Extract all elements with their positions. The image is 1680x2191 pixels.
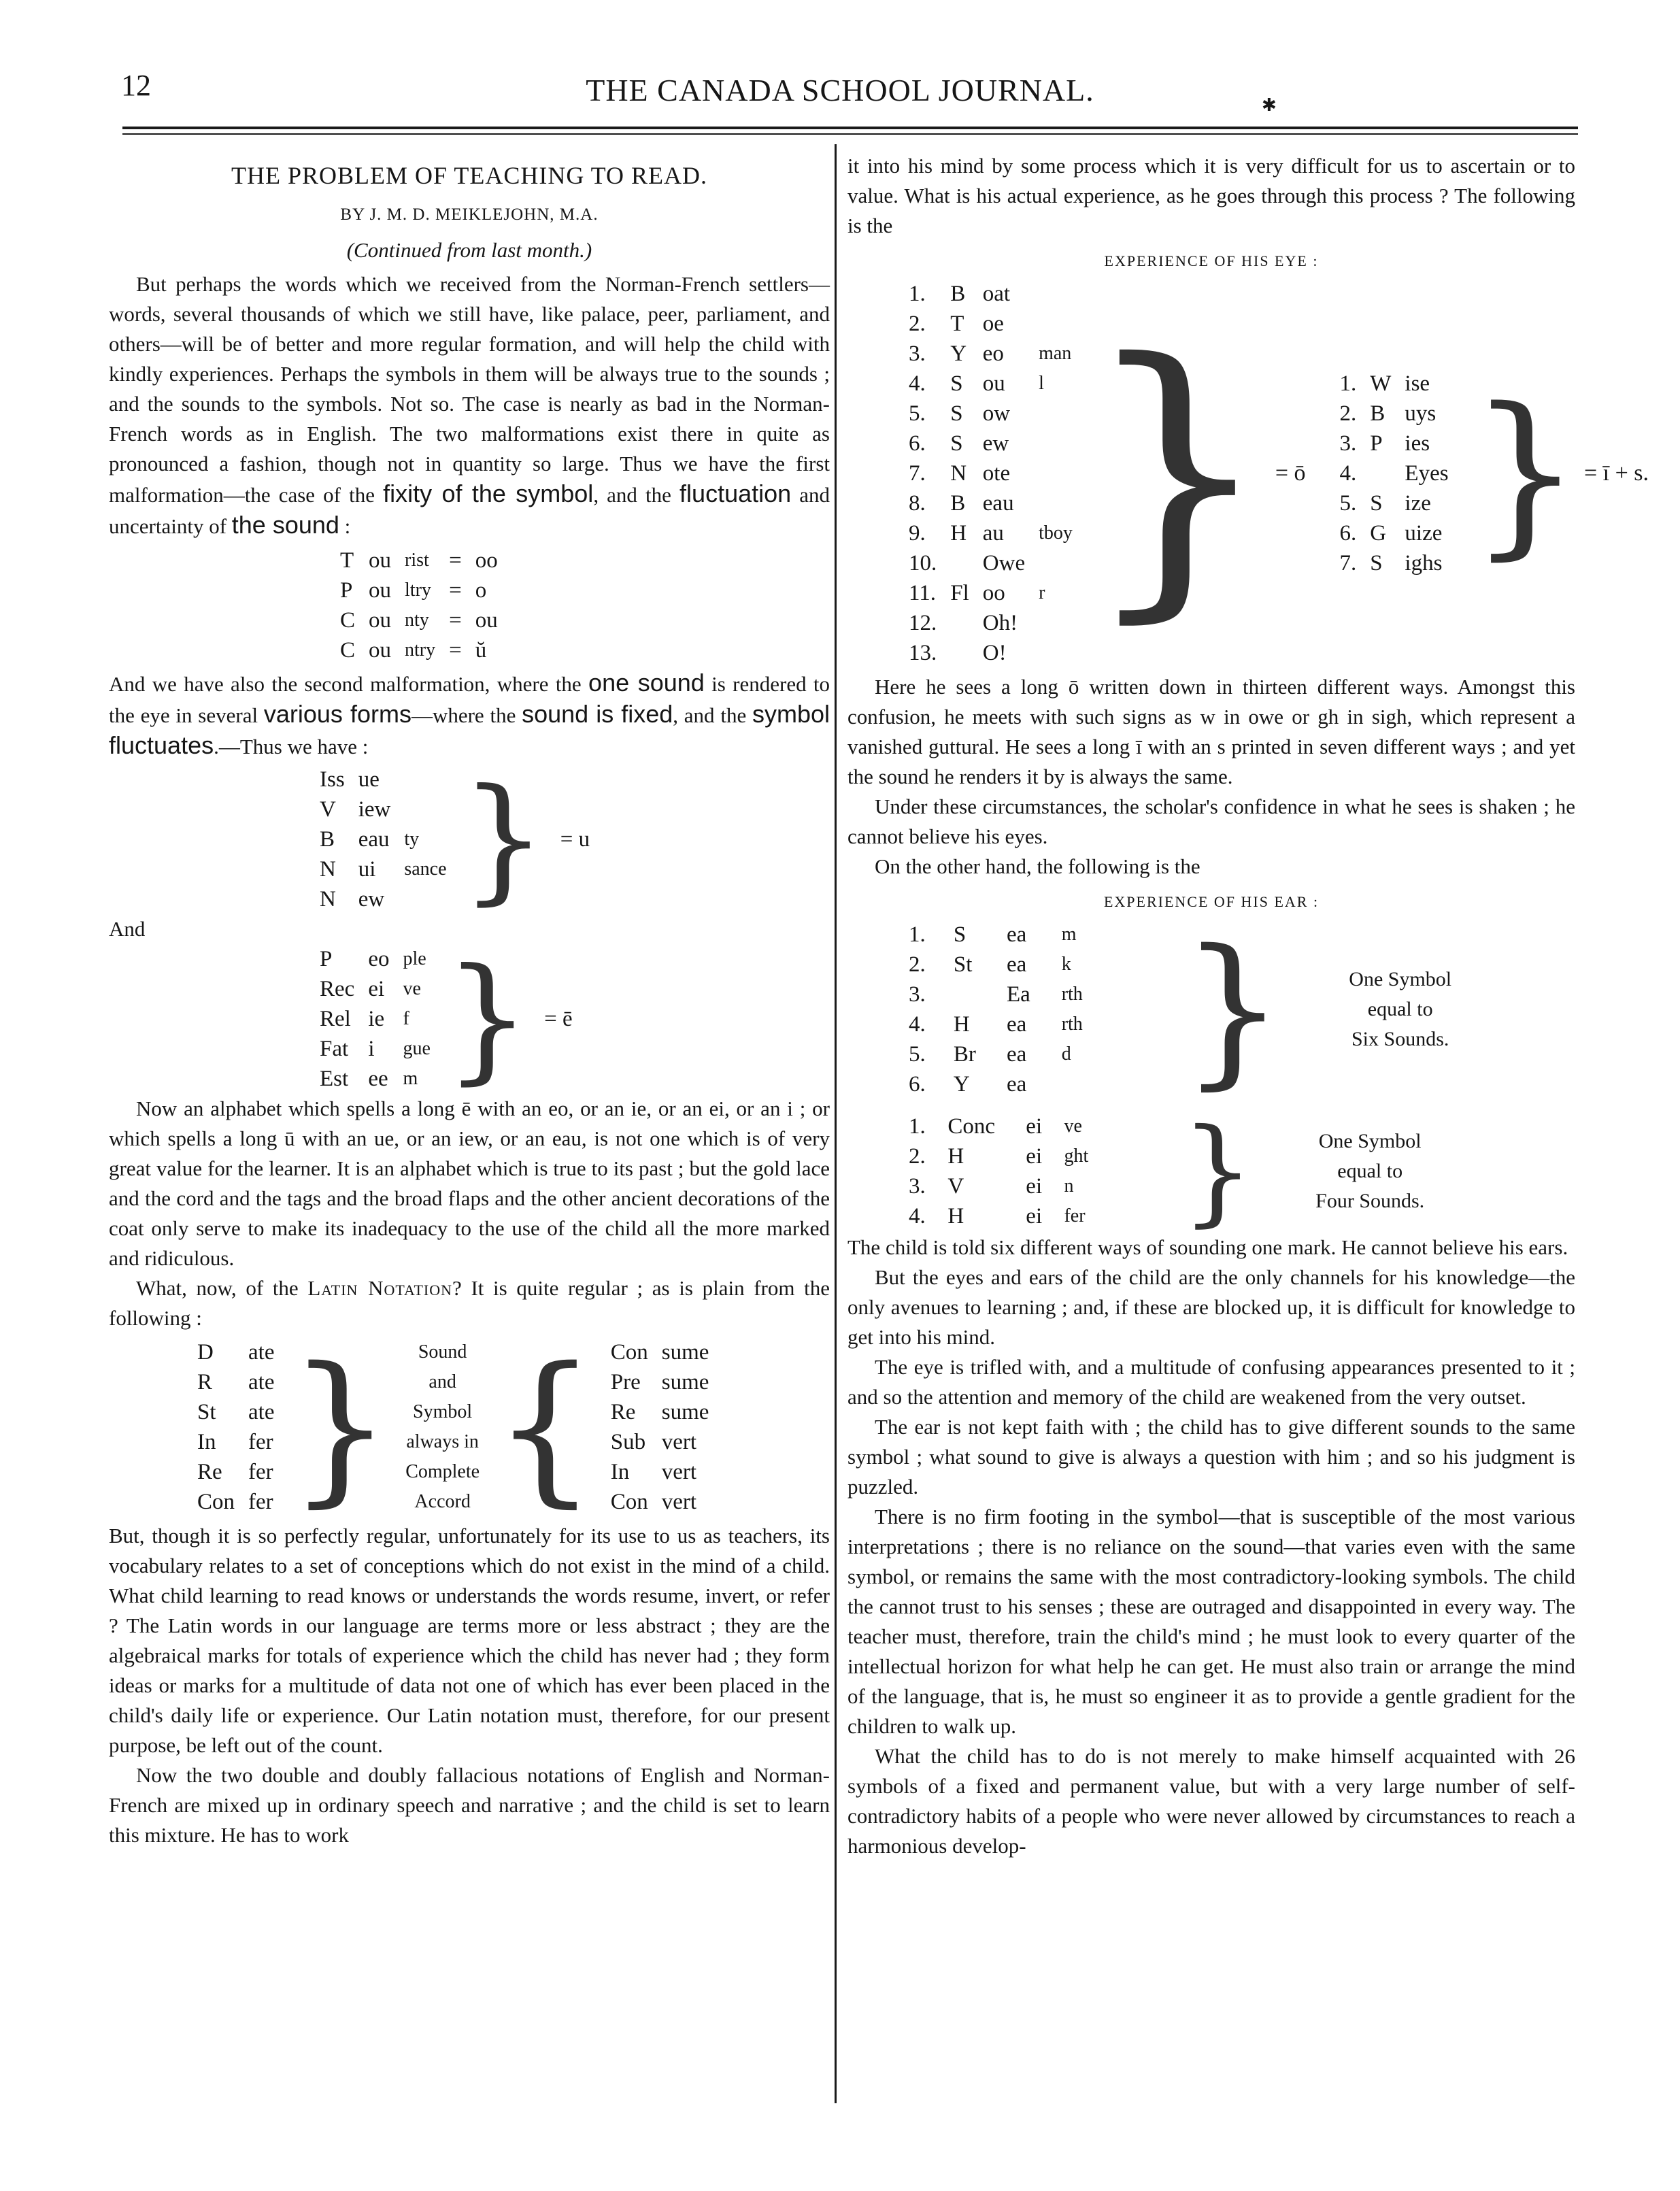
table-row: 12. Oh! [909, 611, 1018, 635]
ea-group [902, 914, 1575, 1105]
table-row: 1. Conc ei ve [909, 1114, 1082, 1139]
table-row: 2. B uys [1339, 401, 1437, 426]
paragraph-text: But perhaps the words which we received from the Norman-French settlers—words, several thousands of which we still have, like palace, peer, parliament, and others—will be of better and more regular formation, and will help the child with kindly experiences. Perhaps the symbols in them will be always true to the sounds ; and the sounds to the symbols. Not so. The case is nearly as bad in the Norman-French words as in English. The two malformations exist there in quite as pronounced a fashion, though not in quantity so large. Thus we have the first malformation—the case of the [109, 272, 830, 507]
i-brace: } [1468, 371, 1581, 576]
ear-caption: EXPERIENCE OF HIS EAR : [1103, 893, 1320, 910]
table-row: 1. W ise [1339, 371, 1430, 396]
i-table [1333, 369, 1456, 578]
emphasis: sound is fixed [522, 700, 673, 728]
table-row: R ate and Pre sume [197, 1370, 709, 1394]
table-row: 7. S ighs [1339, 551, 1443, 575]
table-row: B eau ty [320, 827, 420, 852]
paragraph: The ear is not kept faith with ; the child has to give different sounds to the same symbol ; what sound to give is always a question with him ; and so his judgment is puzzled. [847, 1415, 1575, 1499]
and-label: And [109, 917, 146, 941]
ei-table [902, 1111, 1106, 1231]
table-row: 5. S ow [909, 401, 1011, 426]
table-row: T ou rist = oo [340, 548, 498, 573]
o-result: = ō [1275, 461, 1306, 486]
page-number: 12 [121, 69, 151, 102]
o-table [902, 279, 1079, 668]
paragraph: But, though it is so perfectly regular, unfortunately for its use to us as teachers, its vocabulary relates to a set of conceptions which do not exist in the mind of a child. What child learning to read knows or understands the words resume, invert, or refer ? The Latin words in our language are terms more or less abstract ; they are the algebraical marks for totals of experience which the child has never had ; they form ideas or marks for a multitude of data not one of which has ever been placed in the child's daily life or experience. Our Latin notation must, therefore, for our present purpose, be left out of the count. [109, 1524, 830, 1757]
article-byline: BY J. M. D. MEIKLEJOHN, M.A. [340, 205, 599, 224]
ei-brace: } [1181, 1104, 1255, 1239]
paragraph: But the eyes and ears of the child are the only channels for his knowledge—the only avenues to learning ; and, if these are blocked up, it is difficult for knowledge to get into his mind. [847, 1265, 1575, 1349]
paragraph: There is no firm footing in the symbol—that is susceptible of the most various interpretations ; there is no reliance on the sound—that varies even with the same symbol, or remains the same with the most contradictory-looking symbols. The child the cannot trust to his senses ; these are outraged and disappointed in every way. The teacher must, therefore, train the child's mind ; he must look to every quarter of the intellectual horizon for what help he can get. He must also train or arrange the mind of the language, that is, he must so engineer it as to provide a gentle gradient for the children to walk up. [847, 1505, 1575, 1738]
table-row: 5. S ize [1339, 491, 1431, 516]
table-row: 9. H au tboy [909, 521, 1073, 546]
table-row: C ou nty = ou [340, 608, 498, 633]
eye-lists [902, 279, 1649, 668]
header-rule-thick [122, 127, 1578, 129]
table-row: 5. Br ea d [909, 1042, 1071, 1067]
paragraph: The eye is trifled with, and a multitude of confusing appearances presented to it ; and so the attention and memory of the child are weakened from the very outset. [847, 1355, 1575, 1409]
e-result: = ē [544, 1007, 573, 1031]
eye-caption: EXPERIENCE OF HIS EYE : [1104, 252, 1319, 269]
emphasis: fluctuation [679, 480, 792, 507]
u-result: = u [560, 827, 590, 852]
paragraph: And we have also the second malformation, where the one sound is rendered to the eye in several various forms—where the sound is fixed, and the symbol fluctuates.—Thus we have : [109, 669, 830, 759]
table-row: 4. Eyes [1339, 461, 1449, 486]
emphasis: the sound [231, 511, 339, 539]
paragraph-text: : [339, 514, 351, 538]
small-caps-term: Latin Notation [307, 1276, 453, 1300]
table-row: N ew [320, 887, 385, 911]
table-row: P eo ple } = ē [313, 944, 579, 974]
table-row: 1. S ea m [909, 922, 1077, 947]
paragraph-text: and uncertainty of [109, 483, 830, 538]
left-column [109, 151, 830, 1850]
table-row: 3. Y eo man [909, 341, 1072, 366]
u-table [313, 760, 597, 918]
paragraph: Now the two double and doubly fallacious notations of English and Norman-French are mixed up in ordinary speech and narrative ; and the child is set to learn this mixture. He has to work [109, 1763, 830, 1847]
ei-group [902, 1104, 1575, 1239]
table-row: N ui sance [320, 857, 447, 882]
table-row: V iew [320, 797, 391, 822]
ea-table [902, 920, 1106, 1099]
ou-table [333, 546, 505, 665]
table-row: St ate Symbol Re sume [197, 1400, 709, 1424]
table-row: 2. H ei ght [909, 1144, 1089, 1169]
table-row: 10. Owe [909, 551, 1026, 575]
paragraph: Here he sees a long ō written down in thirteen different ways. Amongst this confusion, he meets with such signs as w in owe or gh in sigh, which represent a vanished guttural. He sees a long ī with an s printed in seven different ways ; and yet the sound he renders it by is always the same. [847, 675, 1575, 788]
table-row: Fat i gue [320, 1037, 431, 1061]
paragraph: What, now, of the Latin Notation? It is quite regular ; as is plain from the following : [109, 1276, 830, 1330]
emphasis: various forms [263, 700, 411, 728]
table-row: In fer always in Sub vert [197, 1430, 697, 1454]
table-row: C ou ntry = ŭ [340, 638, 487, 663]
table-row: Con fer Accord Con vert [197, 1490, 697, 1514]
table-row: 3. V ei n [909, 1174, 1074, 1199]
paragraph [109, 269, 830, 541]
o-brace: } [1081, 299, 1273, 648]
ea-brace: } [1181, 914, 1285, 1105]
table-row: 2. St ea k [909, 952, 1071, 977]
paragraph: Now an alphabet which spells a long ē with an eo, or an ie, or an ei, or an i ; or which spells a long ū with an ue, or an iew, or an eau, is not one which is of very great value for the learner. It is an alphabet which is true to its past ; but the gold lace and the cord and the tags and the broad flaps and the other ancient decorations of the coat only serve to make its inadequacy to the use of the child all the more marked and ridiculous. [109, 1097, 830, 1270]
ea-note: One Symbol equal to Six Sounds. [1349, 968, 1452, 1050]
ei-note: One Symbol equal to Four Sounds. [1315, 1130, 1425, 1212]
article-title: THE PROBLEM OF TEACHING TO READ. [231, 162, 708, 189]
table-row: 3. Ea rth [909, 982, 1083, 1007]
table-row: Est ee m [320, 1067, 418, 1091]
printer-mark-icon: ✱ [1262, 95, 1277, 115]
e-table [313, 939, 579, 1098]
table-row: 4. H ea rth [909, 1012, 1083, 1037]
journal-title: THE CANADA SCHOOL JOURNAL. [586, 73, 1094, 107]
table-row: 13. O! [909, 641, 1007, 665]
table-row: 11. Fl oo r [909, 581, 1045, 605]
emphasis: symbol fluctuates [109, 700, 830, 759]
table-row: 6. S ew [909, 431, 1009, 456]
table-row: 4. H ei fer [909, 1204, 1086, 1228]
table-row: 2. T oe [909, 312, 1004, 336]
table-row: 6. G uize [1339, 521, 1443, 546]
right-column [847, 151, 1649, 1861]
latin-table [190, 1332, 716, 1522]
table-row: 1. B oat [909, 282, 1011, 306]
column-divider [835, 144, 837, 2103]
table-row: 3. P ies [1339, 431, 1430, 456]
i-result: = ī + s. [1584, 461, 1649, 486]
table-row: Re fer Complete In vert [197, 1460, 697, 1484]
paragraph: On the other hand, the following is the [875, 854, 1200, 878]
paragraph: it into his mind by some process which it is very difficult for us to ascertain or to value. What is his actual experience, as he goes through this process ? The following is the [847, 154, 1575, 237]
table-row: P ou ltry = o [340, 578, 487, 603]
emphasis: one sound [588, 669, 705, 697]
table-row: Rel ie f [320, 1007, 409, 1031]
table-row: Iss ue } = u [313, 765, 597, 795]
table-row: 8. B eau [909, 491, 1014, 516]
paragraph: The child is told six different ways of sounding one mark. He cannot believe his ears. [847, 1235, 1568, 1259]
paragraph: Under these circumstances, the scholar's confidence in what he sees is shaken ; he cannot believe his eyes. [847, 795, 1575, 848]
table-row: D ate } Sound { Con sume [197, 1332, 709, 1522]
emphasis: fixity of the symbol [383, 480, 594, 507]
paragraph: What the child has to do is not merely to make himself acquainted with 26 symbols of a fixed and permanent value, but with a very large number of self-contradictory habits of a people who were never allowed by circumstances to reach a harmonious develop- [847, 1744, 1575, 1858]
paragraph-text: , and the [593, 483, 671, 507]
table-row: 6. Y ea [909, 1072, 1027, 1097]
table-row: 7. N ote [909, 461, 1011, 486]
table-row: Rec ei ve [320, 977, 421, 1001]
table-row: 4. S ou l [909, 371, 1044, 396]
continued-note: (Continued from last month.) [346, 238, 592, 262]
header-rule-thin [122, 133, 1578, 135]
